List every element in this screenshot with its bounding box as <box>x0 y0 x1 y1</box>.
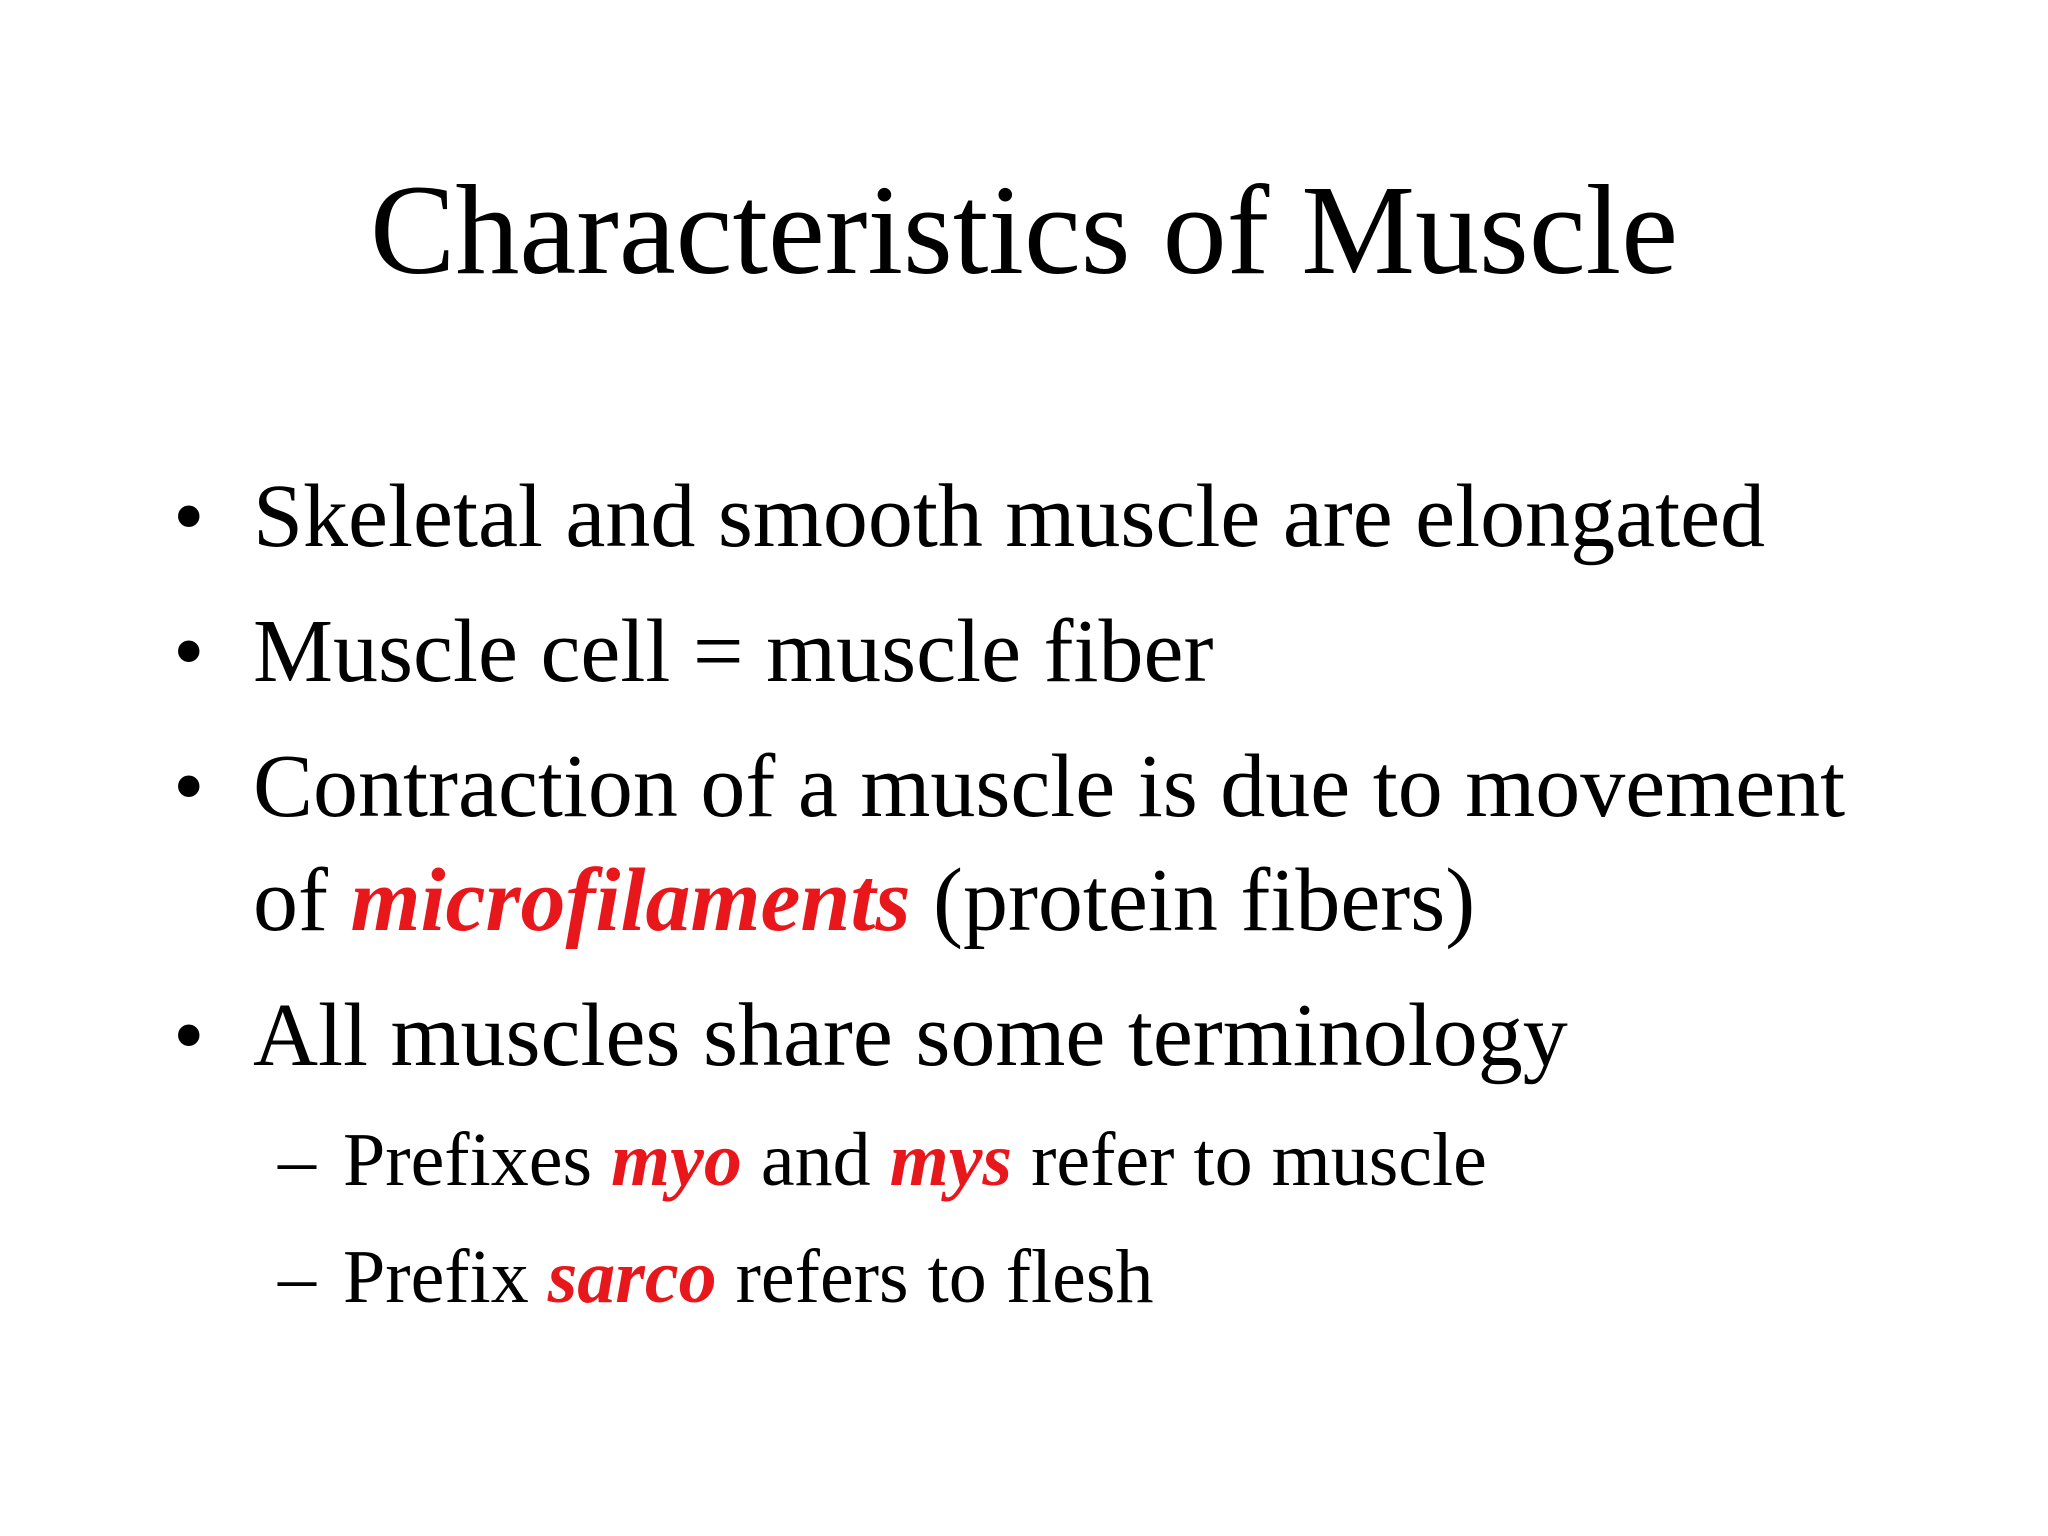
bullet-marker: • <box>173 467 205 566</box>
term-myo: myo <box>611 1118 742 1202</box>
sub-bullet-marker: – <box>278 1235 316 1319</box>
bullet-marker: • <box>173 986 205 1085</box>
term-microfilaments: microfilaments <box>350 851 911 950</box>
slide-title: Characteristics of Muscle <box>370 159 1678 301</box>
bullet-marker: • <box>173 737 205 836</box>
bullet-item-terminology: All muscles share some terminology <box>253 986 1568 1085</box>
bullet-item-elongated: Skeletal and smooth muscle are elongated <box>253 467 1766 566</box>
bullet-marker: • <box>173 602 205 701</box>
sub-bullet-myo-mys <box>343 1115 1487 1205</box>
sub-bullet-marker: – <box>278 1118 316 1202</box>
term-mys: mys <box>889 1118 1013 1202</box>
text-run: Prefixes <box>343 1118 612 1202</box>
term-sarco: sarco <box>547 1235 717 1319</box>
sub-bullet-sarco <box>343 1232 1153 1322</box>
bullet-item-contraction-line1: Contraction of a muscle is due to movement <box>253 737 1846 836</box>
text-run: refer to muscle <box>1012 1118 1487 1202</box>
text-run: of <box>253 851 351 950</box>
text-run: refers to flesh <box>716 1235 1154 1319</box>
text-run: and <box>741 1118 890 1202</box>
bullet-item-contraction-line2 <box>253 846 1475 956</box>
text-run: (protein fibers) <box>910 851 1476 950</box>
text-run: Prefix <box>343 1235 548 1319</box>
bullet-item-muscle-fiber: Muscle cell = muscle fiber <box>253 602 1214 701</box>
